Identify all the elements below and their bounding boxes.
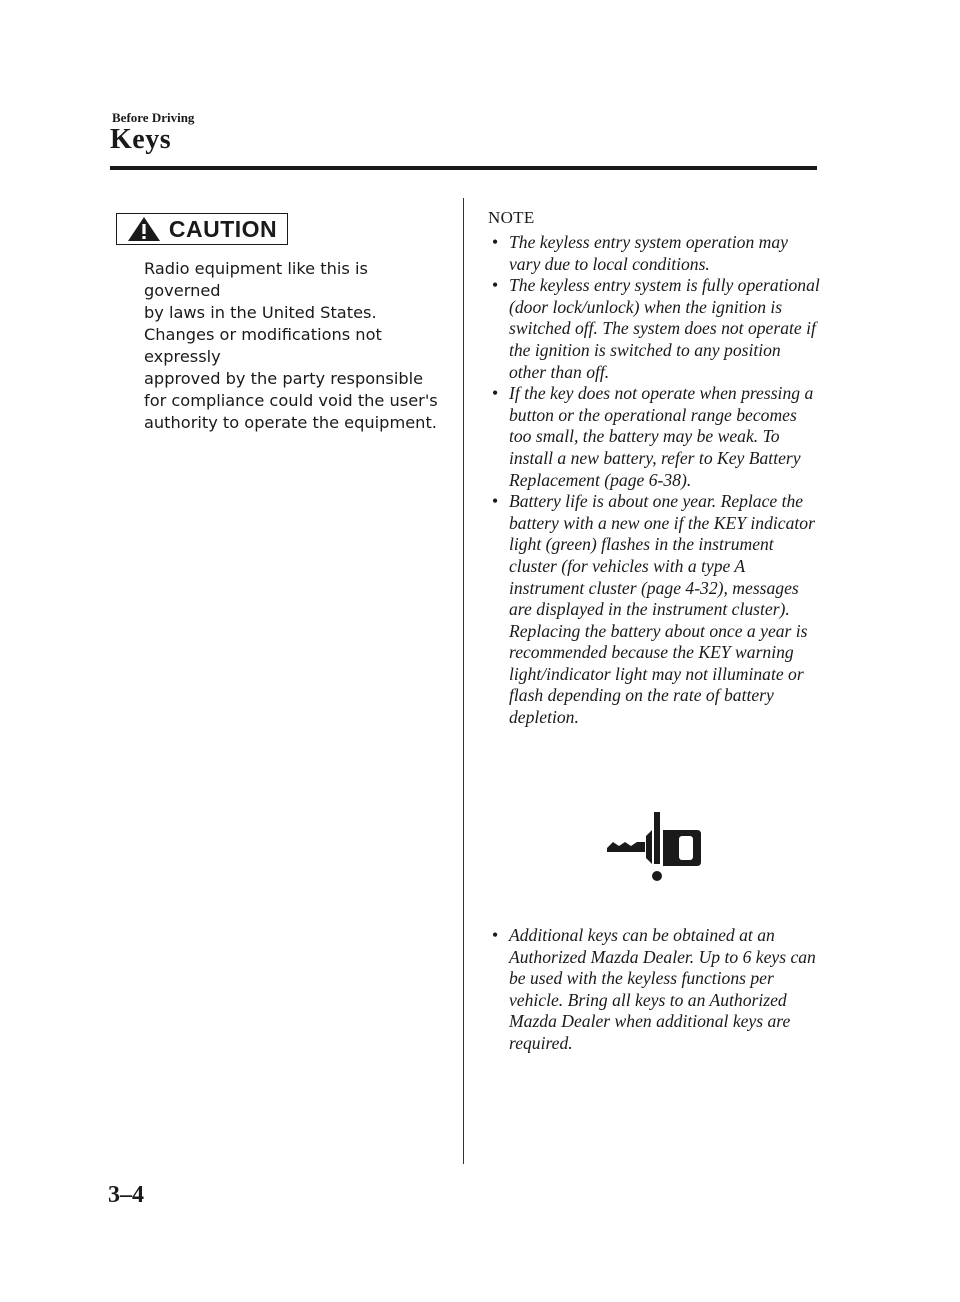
- caution-line: approved by the party responsible: [144, 369, 424, 388]
- bullet: •: [492, 491, 499, 512]
- bullet: •: [492, 925, 499, 945]
- note-list-continued: [489, 925, 821, 1055]
- note-text: The keyless entry system operation may vary due to local conditions.: [509, 232, 788, 274]
- note-heading: NOTE: [488, 208, 535, 227]
- page-number: 3–4: [108, 1182, 144, 1208]
- warning-icon: [127, 216, 161, 242]
- caution-line: by laws in the United States.: [144, 303, 377, 322]
- bullet: •: [492, 275, 499, 296]
- note-item: [489, 491, 821, 729]
- note-list: [489, 232, 821, 729]
- note-text: The keyless entry system is fully operational (door lock/unlock) when the ignition is switched off. The system does not operate if the ignition is switched to any position other than off.: [509, 275, 820, 382]
- section-label: Before Driving: [112, 110, 195, 125]
- note-text: Battery life is about one year. Replace the battery with a new one if the KEY indicator light (green) flashes in the instrument cluster (for vehicles with a type A instrument cluster (page 4-32), messages are displayed in the instrument cluster). Replacing the battery about once a year is recommended because the KEY warning light/indicator light may not illuminate or flash depending on the rate of battery depletion.: [509, 491, 815, 728]
- caution-text: [144, 258, 444, 434]
- note-item: [489, 232, 821, 275]
- note-item: [489, 925, 821, 1055]
- page-title: Keys: [110, 124, 172, 155]
- caution-box: [116, 213, 288, 245]
- column-divider: [463, 198, 464, 1164]
- note-item: [489, 275, 821, 383]
- note-text: Additional keys can be obtained at an Authorized Mazda Dealer. Up to 6 keys can be used with the keyless functions per vehicle. Bring all keys to an Authorized Mazda Dealer when additional keys are required.: [509, 925, 816, 1053]
- caution-label: CAUTION: [168, 215, 278, 242]
- caution-line: authority to operate the equipment.: [144, 413, 437, 432]
- bullet: •: [492, 383, 499, 404]
- note-item: [489, 383, 821, 491]
- caution-line: Radio equipment like this is governed: [144, 259, 368, 300]
- caution-line: Changes or modifications not expressly: [144, 325, 382, 366]
- title-rule: [110, 166, 817, 170]
- caution-line: for compliance could void the user's: [144, 391, 438, 410]
- key-indicator-icon: [605, 812, 705, 882]
- note-text: If the key does not operate when pressing a button or the operational range becomes too small, the battery may be weak. To install a new battery, refer to Key Battery Replacement (page 6-38).: [509, 383, 814, 490]
- bullet: •: [492, 232, 499, 252]
